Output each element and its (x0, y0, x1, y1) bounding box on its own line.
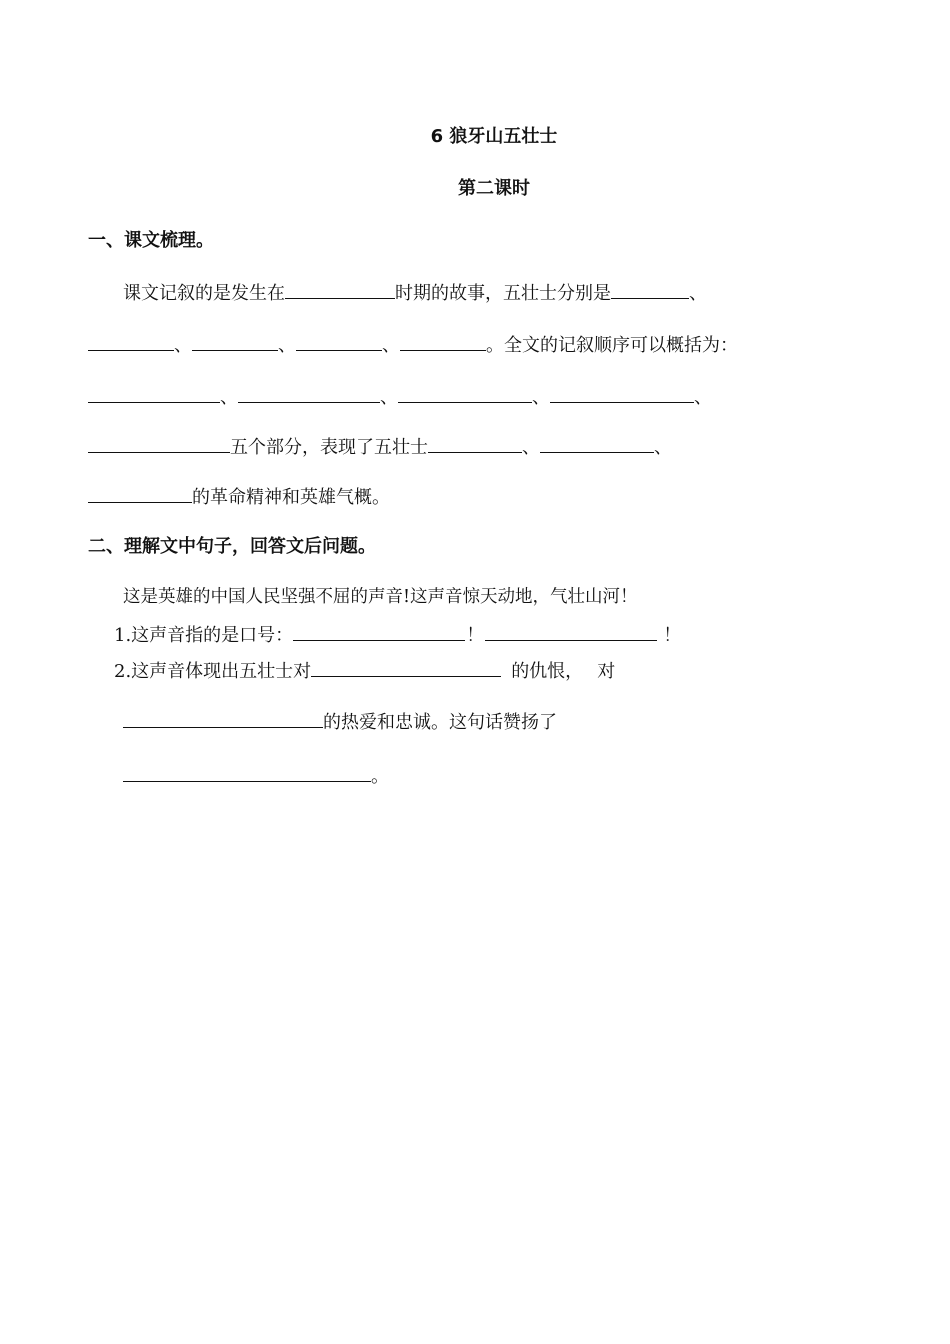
fill-line-2 (88, 330, 738, 358)
blank-part-3[interactable] (398, 382, 532, 403)
blank-slogan-1[interactable] (293, 620, 465, 641)
fill-line-3 (88, 382, 712, 410)
question-1-label: 1.这声音指的是口号： (114, 625, 294, 646)
exclamation-mark: ！ (466, 625, 485, 646)
fill-line-5 (88, 482, 390, 510)
text-five-parts: 五个部分，表现了五壮士 (230, 437, 428, 458)
text-intro: 课文记叙的是发生在 (123, 283, 285, 304)
blank-era[interactable] (285, 278, 395, 299)
exclamation-mark: ！ (663, 625, 682, 646)
blank-quality-3[interactable] (88, 482, 192, 503)
separator: 、 (654, 437, 672, 458)
separator: 、 (532, 387, 550, 408)
text-dui: 对 (597, 661, 616, 682)
separator: 、 (174, 335, 192, 356)
separator: 、 (380, 387, 398, 408)
blank-part-2[interactable] (238, 382, 380, 403)
text-love: 的热爱和忠诚。这句话赞扬了 (323, 712, 557, 733)
blank-slogan-2[interactable] (485, 620, 657, 641)
blank-praise[interactable] (123, 761, 371, 782)
text-period: 。 (371, 766, 389, 787)
blank-quality-2[interactable] (540, 432, 654, 453)
worksheet-title: 6 狼牙山五壮士 (430, 126, 558, 147)
quote-sentence: 这是英雄的中国人民坚强不屈的声音!这声音惊天动地，气壮山河！ (123, 587, 638, 607)
blank-hero-1[interactable] (611, 278, 689, 299)
blank-hatred[interactable] (311, 656, 501, 677)
blank-quality-1[interactable] (428, 432, 522, 453)
blank-hero-4[interactable] (296, 330, 382, 351)
question-2-label: 2.这声音体现出五壮士对 (114, 661, 312, 682)
lesson-subtitle: 第二课时 (458, 178, 530, 199)
separator: 、 (220, 387, 238, 408)
question-2 (114, 656, 615, 684)
blank-part-5[interactable] (88, 432, 230, 453)
text-order: 。全文的记叙顺序可以概括为： (486, 335, 738, 356)
separator: 、 (382, 335, 400, 356)
question-1 (114, 620, 687, 648)
fill-line-1 (123, 278, 707, 306)
text-story: 时期的故事，五壮士分别是 (395, 283, 611, 304)
separator: 、 (278, 335, 296, 356)
section-1-heading: 一、课文梳理。 (88, 230, 214, 251)
separator: 、 (689, 283, 707, 304)
fill-line-4 (88, 432, 672, 460)
section-2-heading: 二、理解文中句子，回答文后问题。 (88, 536, 376, 557)
blank-hero-5[interactable] (400, 330, 486, 351)
blank-part-4[interactable] (550, 382, 694, 403)
text-hatred: 的仇恨， (511, 661, 584, 682)
question-2-line-2 (123, 707, 557, 735)
text-spirit: 的革命精神和英雄气概。 (192, 487, 390, 508)
question-2-line-3 (123, 761, 389, 789)
blank-part-1[interactable] (88, 382, 220, 403)
blank-hero-2[interactable] (88, 330, 174, 351)
separator: 、 (694, 387, 712, 408)
separator: 、 (522, 437, 540, 458)
blank-love[interactable] (123, 707, 323, 728)
blank-hero-3[interactable] (192, 330, 278, 351)
